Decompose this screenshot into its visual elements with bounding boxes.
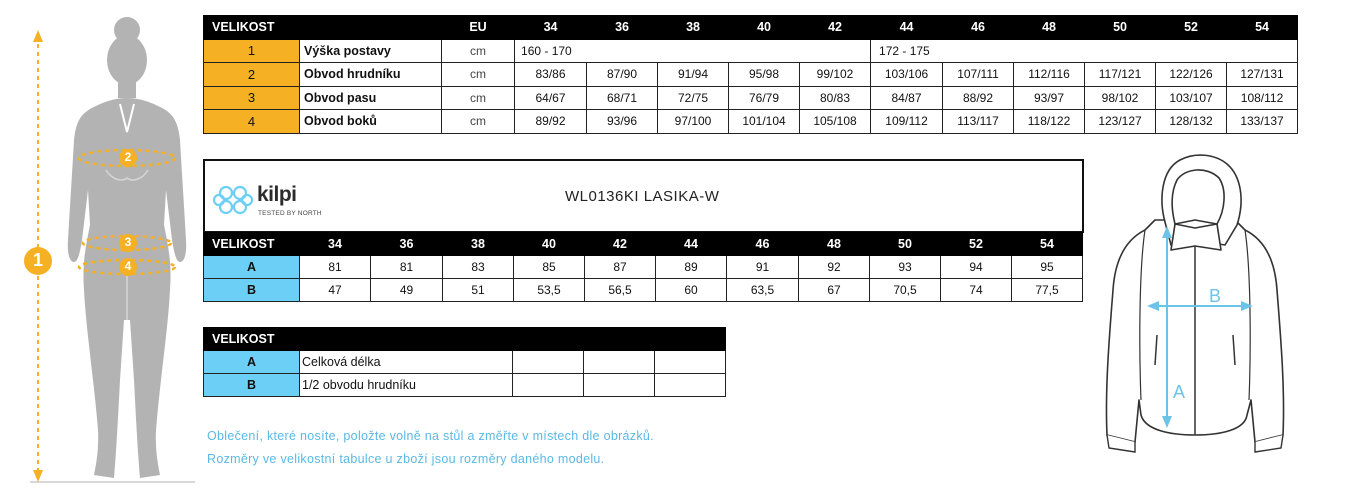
- table-cell: [584, 351, 655, 374]
- table-cell: 94: [941, 256, 1012, 279]
- row-description: Celková délka: [300, 351, 513, 374]
- table-cell: 89: [656, 256, 727, 279]
- row-description: 1/2 obvodu hrudníku: [300, 374, 513, 397]
- row-label: B: [204, 374, 300, 397]
- measure-instruction: Oblečení, které nosíte, položte volně na stůl a změřte v místech dle obrázků.: [207, 429, 654, 443]
- kilpi-logo: [211, 179, 331, 227]
- table-row: [204, 63, 1298, 87]
- table-cell: 99/102: [800, 63, 871, 87]
- size-chart-header: [204, 16, 1298, 40]
- table-cell: 81: [300, 256, 371, 279]
- size-chart-table: [203, 15, 1298, 134]
- header-size: 42: [585, 233, 656, 256]
- table-cell: 113/117: [943, 110, 1014, 134]
- table-cell: [655, 374, 726, 397]
- table-cell: 89/92: [515, 110, 587, 134]
- table-cell: 127/131: [1227, 63, 1298, 87]
- header-size: 42: [800, 16, 871, 40]
- table-cell: 122/126: [1156, 63, 1227, 87]
- table-cell: [584, 374, 655, 397]
- row-number: 4: [204, 110, 300, 134]
- row-name: Obvod pasu: [300, 86, 442, 110]
- table-cell: 87/90: [587, 63, 658, 87]
- table-cell: 128/132: [1156, 110, 1227, 134]
- product-table-header: [204, 233, 1083, 256]
- table-cell: 76/79: [729, 86, 800, 110]
- row-unit: cm: [442, 39, 515, 63]
- brand-name: kilpi: [257, 183, 297, 206]
- table-cell: [655, 351, 726, 374]
- table-cell: 95/98: [729, 63, 800, 87]
- jacket-figure: [1095, 150, 1295, 460]
- table-cell: 84/87: [871, 86, 943, 110]
- header-velikost: VELIKOST: [204, 233, 300, 256]
- table-cell: 77,5: [1012, 279, 1083, 302]
- header-size: 38: [658, 16, 729, 40]
- table-cell: 108/112: [1227, 86, 1298, 110]
- table-cell: 95: [1012, 256, 1083, 279]
- header-size: 52: [941, 233, 1012, 256]
- row-number: 2: [204, 63, 300, 87]
- table-cell: 91: [727, 256, 799, 279]
- table-cell: 67: [799, 279, 870, 302]
- row-label: A: [204, 351, 300, 374]
- table-cell: 64/67: [515, 86, 587, 110]
- table-cell: 117/121: [1085, 63, 1156, 87]
- table-cell: 112/116: [1014, 63, 1085, 87]
- header-size: 54: [1012, 233, 1083, 256]
- table-cell: 60: [656, 279, 727, 302]
- row-unit: cm: [442, 63, 515, 87]
- product-name: WL0136KI LASIKA-W: [565, 188, 720, 205]
- marker-2: 2: [124, 150, 132, 164]
- product-header-box: [203, 159, 1084, 233]
- table-cell: 118/122: [1014, 110, 1085, 134]
- table-cell: 93: [870, 256, 941, 279]
- female-figure: [0, 0, 200, 486]
- table-cell: 72/75: [658, 86, 729, 110]
- header-size: 50: [1085, 16, 1156, 40]
- table-cell: 70,5: [870, 279, 941, 302]
- header-size: 40: [514, 233, 585, 256]
- jacket-label-a: A: [1173, 382, 1186, 402]
- table-cell: 87: [585, 256, 656, 279]
- model-dimensions-note: Rozměry ve velikostní tabulce u zboží jsou rozměry daného modelu.: [207, 452, 605, 466]
- header-size: 50: [870, 233, 941, 256]
- table-cell: 101/104: [729, 110, 800, 134]
- table-cell: 56,5: [585, 279, 656, 302]
- table-row: [204, 86, 1298, 110]
- header-velikost: VELIKOST: [204, 328, 726, 351]
- table-cell: 133/137: [1227, 110, 1298, 134]
- legend-table: [203, 327, 726, 397]
- table-cell: 51: [443, 279, 514, 302]
- jacket-label-b: B: [1209, 286, 1222, 306]
- table-cell: 109/112: [871, 110, 943, 134]
- table-row: [204, 351, 726, 374]
- table-cell: 63,5: [727, 279, 799, 302]
- table-row: [204, 110, 1298, 134]
- header-size: 36: [371, 233, 443, 256]
- table-row: [204, 374, 726, 397]
- table-cell: 160 - 170: [515, 39, 871, 63]
- table-cell: 123/127: [1085, 110, 1156, 134]
- table-cell: 97/100: [658, 110, 729, 134]
- table-cell: 80/83: [800, 86, 871, 110]
- marker-1: 1: [32, 250, 43, 270]
- header-size: 46: [943, 16, 1014, 40]
- table-cell: 53,5: [514, 279, 585, 302]
- row-number: 1: [204, 39, 300, 63]
- header-size: 48: [799, 233, 870, 256]
- brand-tagline: TESTED BY NORTH: [258, 210, 322, 217]
- header-size: 34: [515, 16, 587, 40]
- header-size: 34: [300, 233, 371, 256]
- table-cell: 83: [443, 256, 514, 279]
- marker-3: 3: [124, 235, 132, 249]
- table-cell: 68/71: [587, 86, 658, 110]
- header-eu: EU: [442, 16, 515, 40]
- table-row: [204, 39, 1298, 63]
- table-cell: 74: [941, 279, 1012, 302]
- table-cell: 88/92: [943, 86, 1014, 110]
- header-size: 46: [727, 233, 799, 256]
- row-label: B: [204, 279, 300, 302]
- table-cell: 85: [514, 256, 585, 279]
- table-cell: 81: [371, 256, 443, 279]
- table-cell: [513, 374, 584, 397]
- header-size: 48: [1014, 16, 1085, 40]
- header-size: 54: [1227, 16, 1298, 40]
- table-cell: [513, 351, 584, 374]
- header-size: 40: [729, 16, 800, 40]
- table-cell: 93/97: [1014, 86, 1085, 110]
- header-size: 44: [656, 233, 727, 256]
- table-cell: 91/94: [658, 63, 729, 87]
- header-size: 44: [871, 16, 943, 40]
- kilpi-knot-icon: [211, 179, 259, 223]
- marker-4: 4: [124, 259, 132, 273]
- header-size: 38: [443, 233, 514, 256]
- table-cell: 49: [371, 279, 443, 302]
- row-unit: cm: [442, 86, 515, 110]
- legend-header: [204, 328, 726, 351]
- table-cell: 103/107: [1156, 86, 1227, 110]
- table-cell: 92: [799, 256, 870, 279]
- table-row: [204, 279, 1083, 302]
- header-size: 52: [1156, 16, 1227, 40]
- row-name: Obvod boků: [300, 110, 442, 134]
- table-cell: 172 - 175: [871, 39, 1298, 63]
- table-cell: 103/106: [871, 63, 943, 87]
- table-cell: 107/111: [943, 63, 1014, 87]
- table-cell: 83/86: [515, 63, 587, 87]
- table-cell: 98/102: [1085, 86, 1156, 110]
- row-name: Výška postavy: [300, 39, 442, 63]
- header-size: 36: [587, 16, 658, 40]
- table-cell: 93/96: [587, 110, 658, 134]
- table-row: [204, 256, 1083, 279]
- header-velikost: VELIKOST: [204, 16, 442, 40]
- row-label: A: [204, 256, 300, 279]
- table-cell: 47: [300, 279, 371, 302]
- table-cell: 105/108: [800, 110, 871, 134]
- product-measure-table: [203, 232, 1083, 302]
- row-unit: cm: [442, 110, 515, 134]
- row-number: 3: [204, 86, 300, 110]
- row-name: Obvod hrudníku: [300, 63, 442, 87]
